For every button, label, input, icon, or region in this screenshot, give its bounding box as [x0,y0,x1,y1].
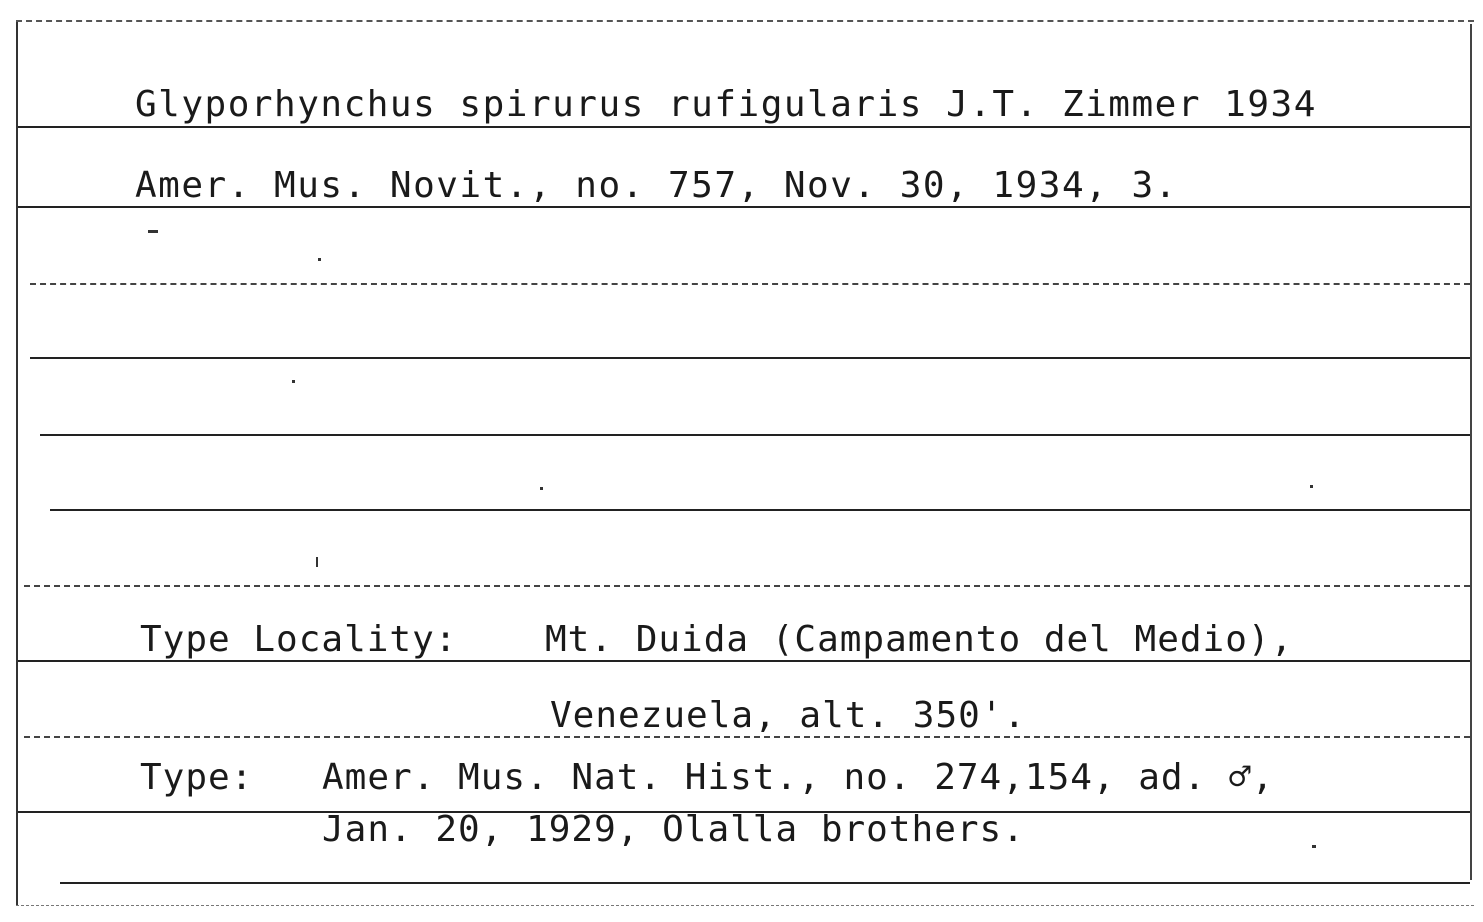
ruled-line [18,126,1470,128]
speck [148,230,158,233]
taxon-name: Glyporhynchus spirurus rufigularis J.T. Zimmer 1934 [135,84,1317,125]
speck [316,557,318,567]
card-top-edge [16,20,1474,22]
ruled-line [30,283,1470,285]
ruled-line [24,736,1470,738]
ruled-line [30,357,1470,359]
speck [540,487,543,490]
type-locality-line2: Venezuela, alt. 350'. [550,695,1027,736]
card-right-edge [1470,24,1472,880]
speck [1310,485,1313,488]
citation: Amer. Mus. Novit., no. 757, Nov. 30, 1934, 3. [135,165,1178,206]
ruled-line [50,509,1470,511]
card-bottom-edge [16,905,1474,906]
ruled-line [40,434,1470,436]
ruled-line [60,882,1470,884]
ruled-line [24,585,1470,587]
type-locality-label: Type Locality: [140,619,458,660]
type-label: Type: [140,757,254,798]
type-specimen-line2: Jan. 20, 1929, Olalla brothers. [322,809,1025,850]
speck [292,380,295,383]
ruled-line [18,206,1470,208]
type-locality-line1: Mt. Duida (Campamento del Medio), [545,619,1294,660]
speck [1312,845,1316,848]
type-specimen-line1: Amer. Mus. Nat. Hist., no. 274,154, ad. ♂, [322,757,1275,798]
ruled-line [18,660,1470,662]
card-left-edge [16,22,18,906]
speck [318,258,321,261]
